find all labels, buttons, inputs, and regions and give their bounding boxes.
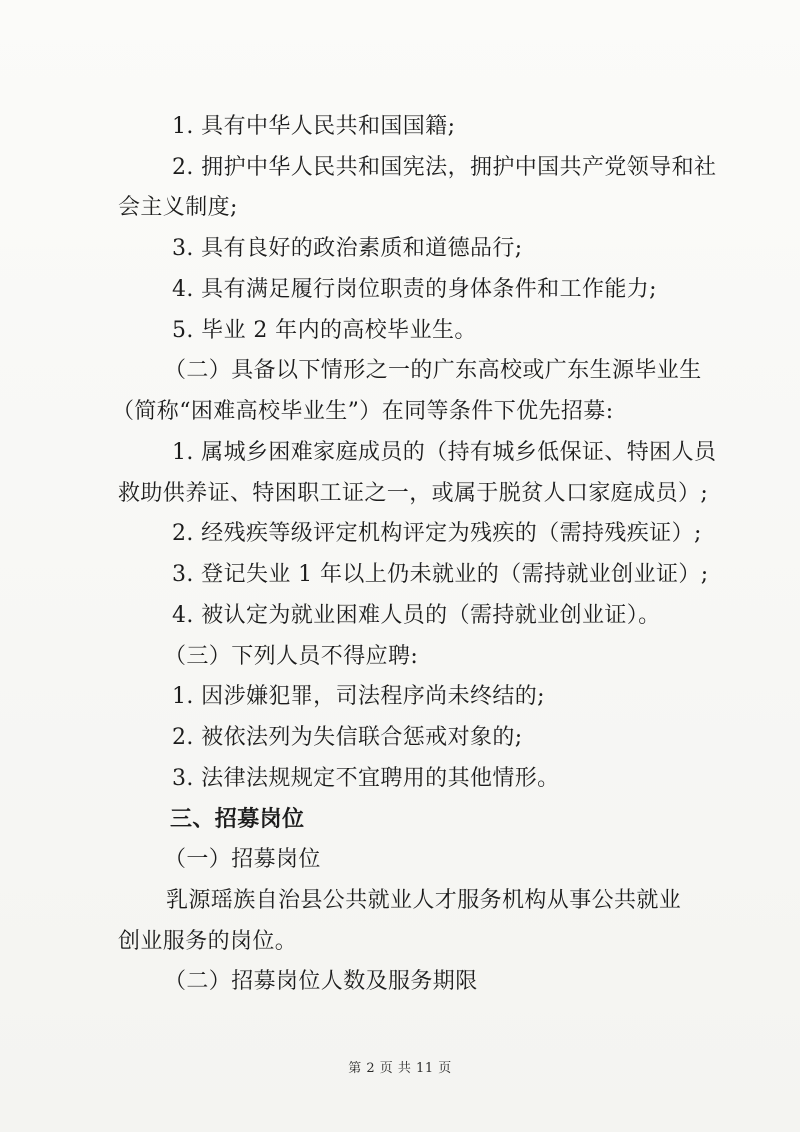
priority-item-4: 4. 被认定为就业困难人员的（需持就业创业证）。 bbox=[172, 603, 661, 628]
priority-title-line2: （简称“困难高校毕业生”）在同等条件下优先招募: bbox=[112, 399, 614, 424]
priority-item-3: 3. 登记失业 1 年以上仍未就业的（需持就业创业证）; bbox=[172, 562, 709, 587]
priority-item-1-line2: 救助供养证、特困职工证之一，或属于脱贫人口家庭成员）; bbox=[118, 481, 709, 506]
posts-body-line2: 创业服务的岗位。 bbox=[118, 929, 298, 954]
priority-title-line1: （二）具备以下情形之一的广东高校或广东生源毕业生 bbox=[164, 358, 702, 383]
requirement-item-2-line2: 会主义制度; bbox=[118, 195, 238, 220]
excluded-title: （三）下列人员不得应聘: bbox=[164, 644, 419, 669]
headcount-subtitle: （二）招募岗位人数及服务期限 bbox=[164, 969, 478, 994]
priority-item-2: 2. 经残疾等级评定机构评定为残疾的（需持残疾证）; bbox=[172, 521, 702, 546]
requirement-item-4: 4. 具有满足履行岗位职责的身体条件和工作能力; bbox=[172, 277, 657, 302]
excluded-item-3: 3. 法律法规规定不宜聘用的其他情形。 bbox=[172, 766, 560, 791]
priority-item-1-line1: 1. 属城乡困难家庭成员的（持有城乡低保证、特困人员 bbox=[172, 440, 717, 465]
posts-body-line1: 乳源瑶族自治县公共就业人才服务机构从事公共就业 bbox=[166, 888, 682, 913]
section-three-heading: 三、招募岗位 bbox=[170, 806, 305, 832]
requirement-item-3: 3. 具有良好的政治素质和道德品行; bbox=[172, 236, 523, 261]
requirement-item-5: 5. 毕业 2 年内的高校毕业生。 bbox=[172, 318, 477, 343]
excluded-item-2: 2. 被依法列为失信联合惩戒对象的; bbox=[172, 725, 523, 750]
requirement-item-1: 1. 具有中华人民共和国国籍; bbox=[172, 114, 456, 139]
posts-subtitle: （一）招募岗位 bbox=[164, 847, 321, 872]
page-number: 第 2 页 共 11 页 bbox=[348, 1061, 452, 1076]
excluded-item-1: 1. 因涉嫌犯罪，司法程序尚未终结的; bbox=[172, 684, 545, 709]
requirement-item-2-line1: 2. 拥护中华人民共和国宪法，拥护中国共产党领导和社 bbox=[172, 155, 717, 180]
